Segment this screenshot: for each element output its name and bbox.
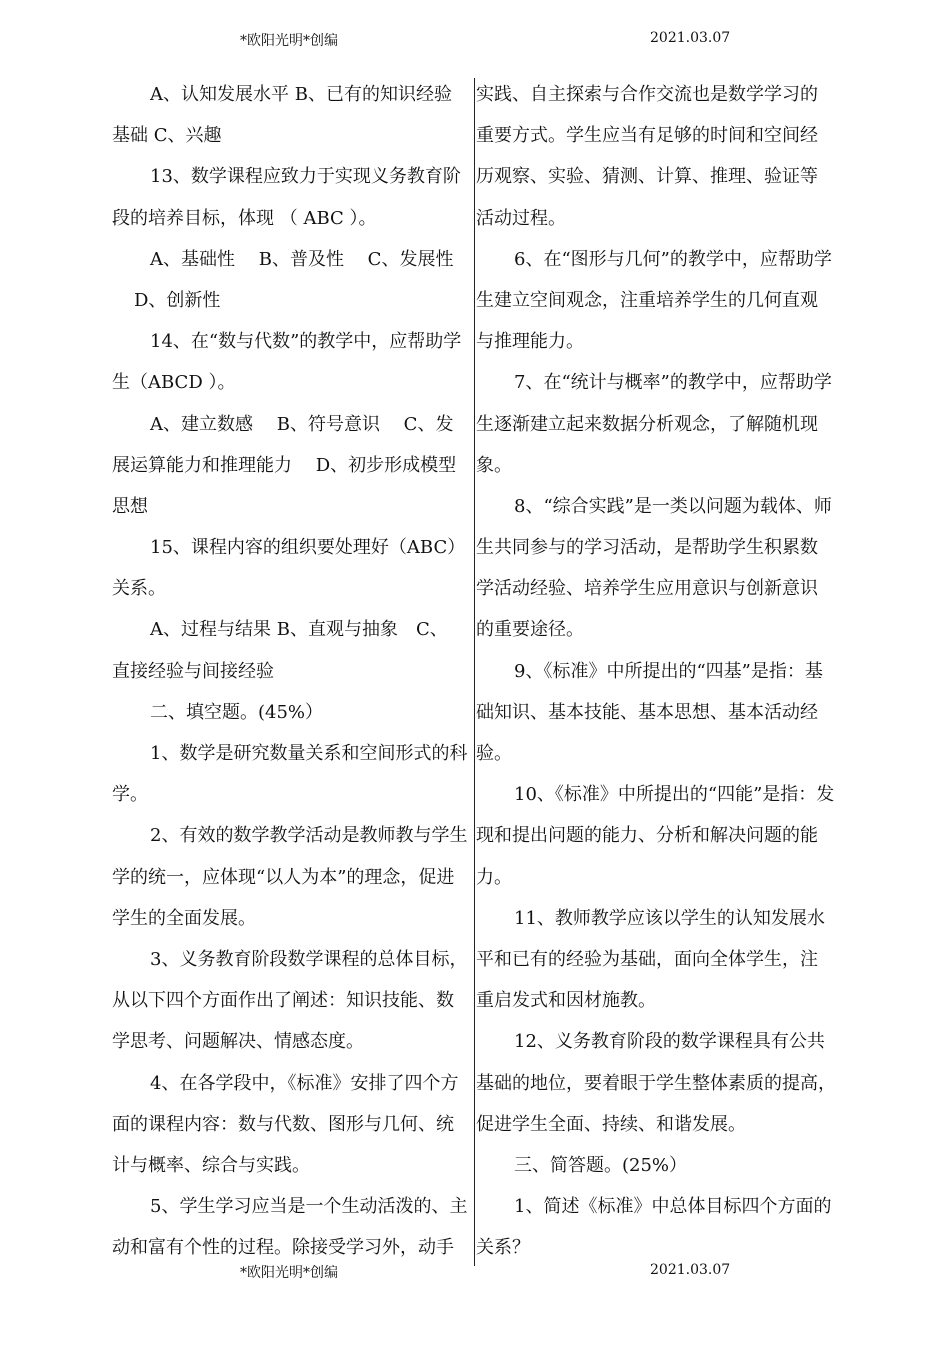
text-line: 5、学生学习应当是一个生动活泼的、主 bbox=[150, 1196, 468, 1218]
text-line: A、基础性 B、普及性 C、发展性 bbox=[150, 248, 454, 270]
text-line: 11、教师教学应该以学生的认知发展水 bbox=[514, 907, 825, 929]
text-line: 学生的全面发展。 bbox=[112, 907, 256, 929]
text-line: 2、有效的数学教学活动是教师教与学生 bbox=[150, 825, 468, 847]
text-line: 计与概率、综合与实践。 bbox=[112, 1154, 310, 1176]
column-divider bbox=[474, 78, 475, 1266]
text-line: 10、《标准》中所提出的“四能”是指：发 bbox=[514, 784, 835, 806]
text-line: 二、填空题。(45%） bbox=[150, 701, 324, 723]
left-column bbox=[112, 74, 474, 1268]
text-line: 平和已有的经验为基础，面向全体学生，注 bbox=[476, 948, 818, 970]
text-line: 关系。 bbox=[112, 578, 166, 600]
text-line: D、创新性 bbox=[134, 289, 221, 311]
text-line: 学。 bbox=[112, 784, 148, 806]
text-line: 3、义务教育阶段数学课程的总体目标， bbox=[150, 948, 468, 970]
text-line: 学的统一，应体现“以人为本”的理念，促进 bbox=[112, 866, 455, 888]
text-line: 验。 bbox=[476, 743, 512, 764]
text-line: 与推理能力。 bbox=[476, 331, 584, 353]
text-line: 实践、自主探索与合作交流也是数学学习的 bbox=[476, 84, 818, 105]
header-author: *欧阳光明*创编 bbox=[240, 33, 338, 49]
text-line: 展运算能力和推理能力 D、初步形成模型 bbox=[112, 454, 457, 476]
text-line: 基础的地位，要着眼于学生整体素质的提高， bbox=[476, 1072, 836, 1094]
text-line: 三、简答题。(25%） bbox=[514, 1154, 688, 1176]
text-line: A、建立数感 B、符号意识 C、发 bbox=[150, 413, 454, 435]
text-line: 础知识、基本技能、基本思想、基本活动经 bbox=[476, 701, 818, 723]
text-line: 历观察、实验、猜测、计算、推理、验证等 bbox=[476, 166, 818, 188]
text-line: 从以下四个方面作出了阐述：知识技能、数 bbox=[112, 990, 454, 1012]
text-line: 学活动经验、培养学生应用意识与创新意识 bbox=[476, 578, 818, 600]
text-line: 思想 bbox=[112, 495, 148, 517]
text-line: 学思考、问题解决、情感态度。 bbox=[112, 1031, 364, 1053]
text-line: 生逐渐建立起来数据分析观念，了解随机现 bbox=[476, 413, 818, 435]
text-line: 活动过程。 bbox=[476, 207, 566, 229]
text-line: 13、数学课程应致力于实现义务教育阶 bbox=[150, 166, 461, 188]
text-line: 重要方式。学生应当有足够的时间和空间经 bbox=[476, 125, 818, 147]
text-line: 象。 bbox=[476, 454, 512, 476]
text-line: 生（ABCD ）。 bbox=[112, 372, 236, 394]
text-line: 力。 bbox=[476, 866, 512, 888]
text-line: 7、在“统计与概率”的教学中，应帮助学 bbox=[514, 372, 832, 394]
header-date: 2021.03.07 bbox=[650, 30, 731, 46]
text-line: 生建立空间观念，注重培养学生的几何直观 bbox=[476, 289, 818, 311]
text-line: 关系？ bbox=[476, 1237, 530, 1259]
text-line: A、过程与结果 B、直观与抽象 C、 bbox=[150, 619, 448, 641]
footer-date: 2021.03.07 bbox=[650, 1262, 731, 1278]
text-line: 面的课程内容：数与代数、图形与几何、统 bbox=[112, 1113, 454, 1135]
text-line: 基础 C、兴趣 bbox=[112, 125, 222, 147]
text-line: 重启发式和因材施教。 bbox=[476, 990, 656, 1012]
text-line: 12、义务教育阶段的数学课程具有公共 bbox=[514, 1031, 825, 1053]
text-line: 15、课程内容的组织要处理好（ABC） bbox=[150, 537, 466, 559]
text-line: 4、在各学段中，《标准》安排了四个方 bbox=[150, 1072, 459, 1094]
text-line: 促进学生全面、持续、和谐发展。 bbox=[476, 1113, 746, 1135]
text-line: 9、《标准》中所提出的“四基”是指：基 bbox=[514, 660, 823, 682]
text-line: 1、简述《标准》中总体目标四个方面的 bbox=[514, 1196, 832, 1218]
right-column bbox=[476, 74, 846, 1268]
text-line: A、认知发展水平 B、已有的知识经验 bbox=[150, 84, 452, 105]
text-line: 现和提出问题的能力、分析和解决问题的能 bbox=[476, 825, 818, 847]
text-line: 生共同参与的学习活动，是帮助学生积累数 bbox=[476, 537, 818, 559]
text-line: 的重要途径。 bbox=[476, 619, 584, 641]
text-line: 段的培养目标，体现 （ ABC ）。 bbox=[112, 207, 377, 229]
text-line: 1、数学是研究数量关系和空间形式的科 bbox=[150, 743, 468, 764]
text-line: 8、“综合实践”是一类以问题为载体、师 bbox=[514, 495, 832, 517]
footer-author: *欧阳光明*创编 bbox=[240, 1265, 338, 1281]
text-line: 直接经验与间接经验 bbox=[112, 660, 274, 682]
text-line: 动和富有个性的过程。除接受学习外，动手 bbox=[112, 1237, 454, 1259]
text-line: 14、在“数与代数”的教学中，应帮助学 bbox=[150, 331, 462, 353]
text-line: 6、在“图形与几何”的教学中，应帮助学 bbox=[514, 248, 832, 270]
